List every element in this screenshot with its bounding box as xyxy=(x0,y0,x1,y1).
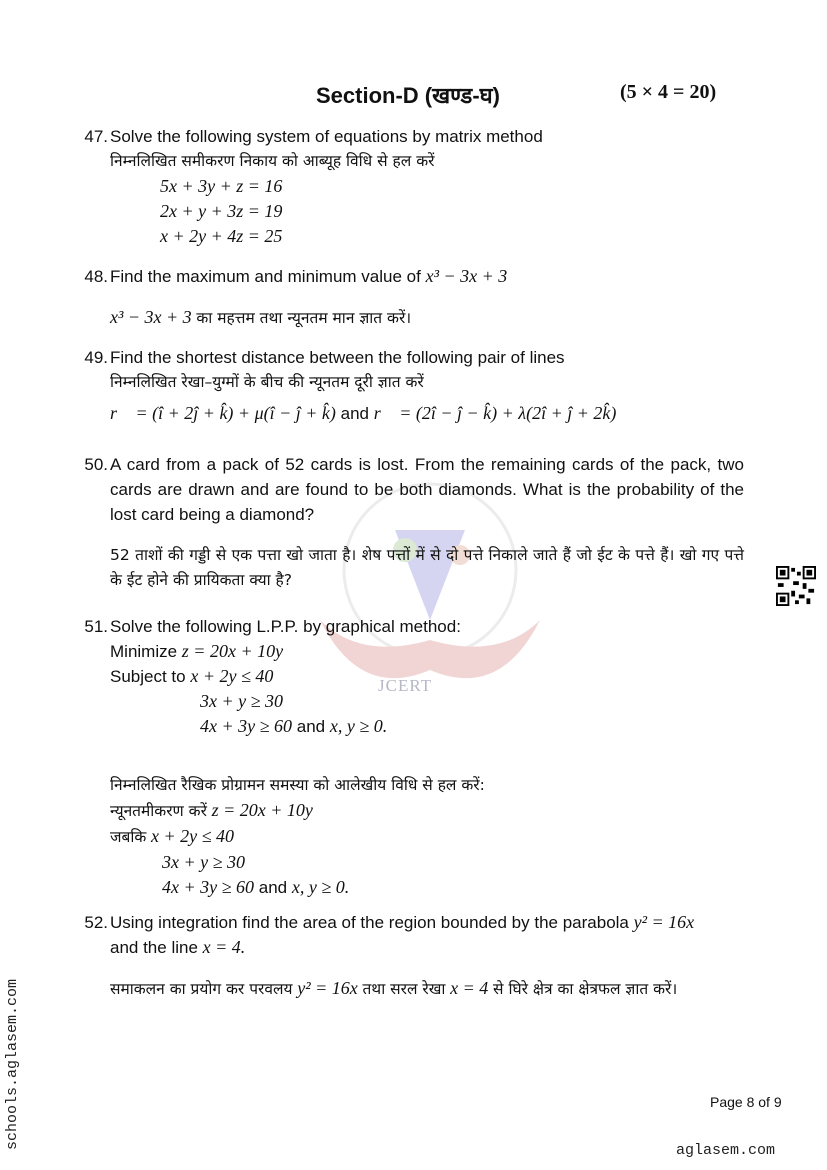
constraint-1-hi: x + 2y ≤ 40 xyxy=(151,826,235,846)
question-text-en: A card from a pack of 52 cards is lost. From the remaining cards of the pack, two cards are drawn and are found to be both diamonds. What is the probability of the lost card being a diamond? xyxy=(110,455,744,524)
and-text-hi: and xyxy=(258,878,288,897)
and-text: and xyxy=(340,404,369,423)
equation-3: x + 2y + 4z = 25 xyxy=(160,226,283,246)
question-text-en: Solve the following L.P.P. by graphical method: xyxy=(110,617,461,636)
subject-to-label: Subject to xyxy=(110,667,186,686)
subject-to-label-hi: जबकि xyxy=(110,828,147,846)
equation-2: 2x + y + 3z = 19 xyxy=(160,201,283,221)
question-52 xyxy=(72,910,744,1002)
minimize-label-hi: न्यूनतमीकरण करें xyxy=(110,802,207,820)
question-49 xyxy=(72,345,744,426)
watermark-text: JCERT xyxy=(378,676,433,695)
question-text-hi: का महत्तम तथा न्यूनतम मान ज्ञात करें। xyxy=(196,309,412,327)
line-equation-1: r⃗ = (î + 2ĵ + k̂) + μ(î − ĵ + k̂) xyxy=(110,403,336,423)
question-text-hi-a: समाकलन का प्रयोग कर परवलय xyxy=(110,980,293,998)
minimize-label: Minimize xyxy=(110,642,178,661)
question-number: 47. xyxy=(84,127,108,146)
section-title: Section-D (खण्ड-घ) xyxy=(316,83,500,108)
question-text-en: Find the maximum and minimum value of xyxy=(110,267,421,286)
constraint-3: 4x + 3y ≥ 60 xyxy=(200,716,293,736)
line-equation-hi: x = 4 xyxy=(450,978,489,998)
line-equation-2: r⃗ = (2î − ĵ − k̂) + λ(2î + ĵ + 2k̂) xyxy=(373,403,617,423)
page-number: Page 8 of 9 xyxy=(710,1094,782,1110)
function-expression: x³ − 3x + 3 xyxy=(425,266,508,286)
question-number: 48. xyxy=(84,267,108,286)
question-text-en: Solve the following system of equations by matrix method xyxy=(110,127,543,146)
and-text: and xyxy=(296,717,326,736)
equation-1: 5x + 3y + z = 16 xyxy=(160,176,283,196)
objective-function-hi: z = 20x + 10y xyxy=(211,800,313,820)
function-expression-hi: x³ − 3x + 3 xyxy=(110,307,192,327)
question-48 xyxy=(72,264,744,331)
question-47 xyxy=(72,124,744,249)
question-51 xyxy=(72,614,744,900)
question-text-hi: निम्नलिखित समीकरण निकाय को आब्यूह विधि से हल करें xyxy=(110,152,435,170)
non-negativity-hi: x, y ≥ 0. xyxy=(291,877,350,897)
constraint-2: 3x + y ≥ 30 xyxy=(200,691,284,711)
question-text-hi-b: तथा सरल रेखा xyxy=(362,980,446,998)
footer-url: aglasem.com xyxy=(676,1142,776,1159)
parabola-equation: y² = 16x xyxy=(633,912,695,932)
constraint-1: x + 2y ≤ 40 xyxy=(190,666,274,686)
question-50 xyxy=(72,452,744,593)
qr-code xyxy=(776,566,816,606)
question-number: 52. xyxy=(84,913,108,932)
side-url: schools.aglasem.com xyxy=(4,978,21,1150)
question-text-en-b: and the line xyxy=(110,938,198,957)
question-text-en: Find the shortest distance between the following pair of lines xyxy=(110,348,565,367)
question-text-hi: 52 ताशों की गड्डी से एक पत्ता खो जाता है। शेष पत्तों में से दो पत्ते निकाले जाते हैं जो ईट के पत्ते हैं। खो गए पत्ते के ईट होने की प्रायिकता क्या है? xyxy=(110,546,744,589)
question-text-en-a: Using integration find the area of the region bounded by the parabola xyxy=(110,913,629,932)
parabola-equation-hi: y² = 16x xyxy=(297,978,358,998)
question-number: 49. xyxy=(84,348,108,367)
question-text-hi: निम्नलिखित रेखा–युग्मों के बीच की न्यूनतम दूरी ज्ञात करें xyxy=(110,373,424,391)
non-negativity: x, y ≥ 0. xyxy=(329,716,388,736)
constraint-2-hi: 3x + y ≥ 30 xyxy=(162,852,246,872)
line-equation: x = 4. xyxy=(202,937,246,957)
question-text-hi-c: से घिरे क्षेत्र का क्षेत्रफल ज्ञात करें। xyxy=(493,980,678,998)
constraint-3-hi: 4x + 3y ≥ 60 xyxy=(162,877,255,897)
section-marks: (5 × 4 = 20) xyxy=(620,81,717,103)
question-number: 51. xyxy=(84,617,108,636)
question-number: 50. xyxy=(84,455,108,474)
question-text-hi: निम्नलिखित रैखिक प्रोग्रामन समस्या को आलेखीय विधि से हल करें: xyxy=(110,776,485,794)
objective-function: z = 20x + 10y xyxy=(181,641,284,661)
